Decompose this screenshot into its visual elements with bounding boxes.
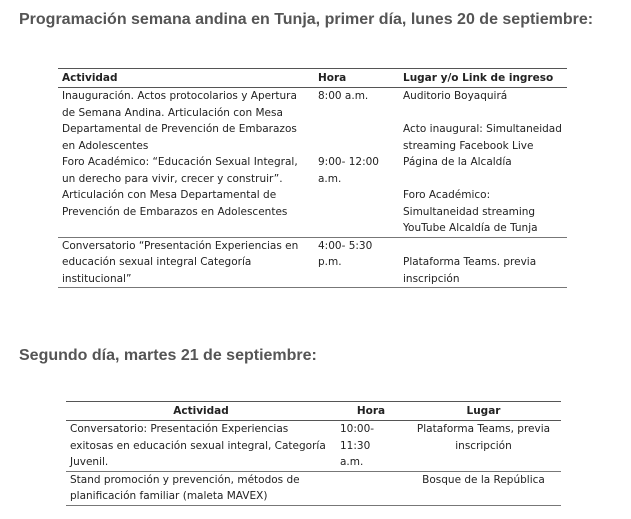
time-inauguration: 8:00 a.m. [318,90,369,102]
table-row [66,421,561,472]
time-cell: 4:00- 5:30 p.m. [314,237,399,288]
header-activity: Actividad [58,69,314,88]
table-row [58,237,567,288]
time-cell [336,471,406,505]
header-place: Lugar [406,402,561,421]
place-auditorium: Auditorio Boyaquirá [403,90,508,102]
place-youtube-stream: Foro Académico: Simultaneidad streaming YouTube Alcaldía de Tunja [403,189,538,234]
activity-cell: Conversatorio: Presentación Experiencias exitosas en educación sexual integral, Categoría Juvenil. [66,421,336,472]
header-time: Hora [314,69,399,88]
header-time: Hora [336,402,406,421]
table-row [66,471,561,505]
activity-academic-forum: Foro Académico: “Educación Sexual Integral, un derecho para vivir, crecer y construir”. Articulación con Mesa Departamental de Prevención de Embarazos en Adolescentes [62,156,298,218]
table-row [58,88,567,238]
place-facebook-stream: Acto inaugural: Simultaneidad streaming Facebook Live Página de la Alcaldía [403,123,562,168]
day2-heading: Segundo día, martes 21 de septiembre: [19,347,317,364]
header-place: Lugar y/o Link de ingreso [399,69,567,88]
place-cell: Plataforma Teams. previa inscripción [399,237,567,288]
activity-cell [58,88,314,238]
table-header-row [58,69,567,88]
time-cell [314,88,399,238]
place-cell: Plataforma Teams, previa inscripción [406,421,561,472]
table-header-row [66,402,561,421]
day1-heading: Programación semana andina en Tunja, primer día, lunes 20 de septiembre: [19,11,594,28]
time-academic-forum: 9:00- 12:00 a.m. [318,156,379,185]
time-cell: 10:00- 11:30 a.m. [336,421,406,472]
activity-cell: Conversatorio “Presentación Experiencias en educación sexual integral Categoría institucional” [58,237,314,288]
place-cell: Bosque de la República [406,471,561,505]
activity-inauguration: Inauguración. Actos protocolarios y Apertura de Semana Andina. Articulación con Mesa Departamental de Prevención de Embarazos en Adolescentes [62,90,297,152]
place-cell [399,88,567,238]
header-activity: Actividad [66,402,336,421]
day1-schedule-table [58,68,567,288]
day2-schedule-table [66,401,561,506]
activity-cell: Stand promoción y prevención, métodos de planificación familiar (maleta MAVEX) [66,471,336,505]
